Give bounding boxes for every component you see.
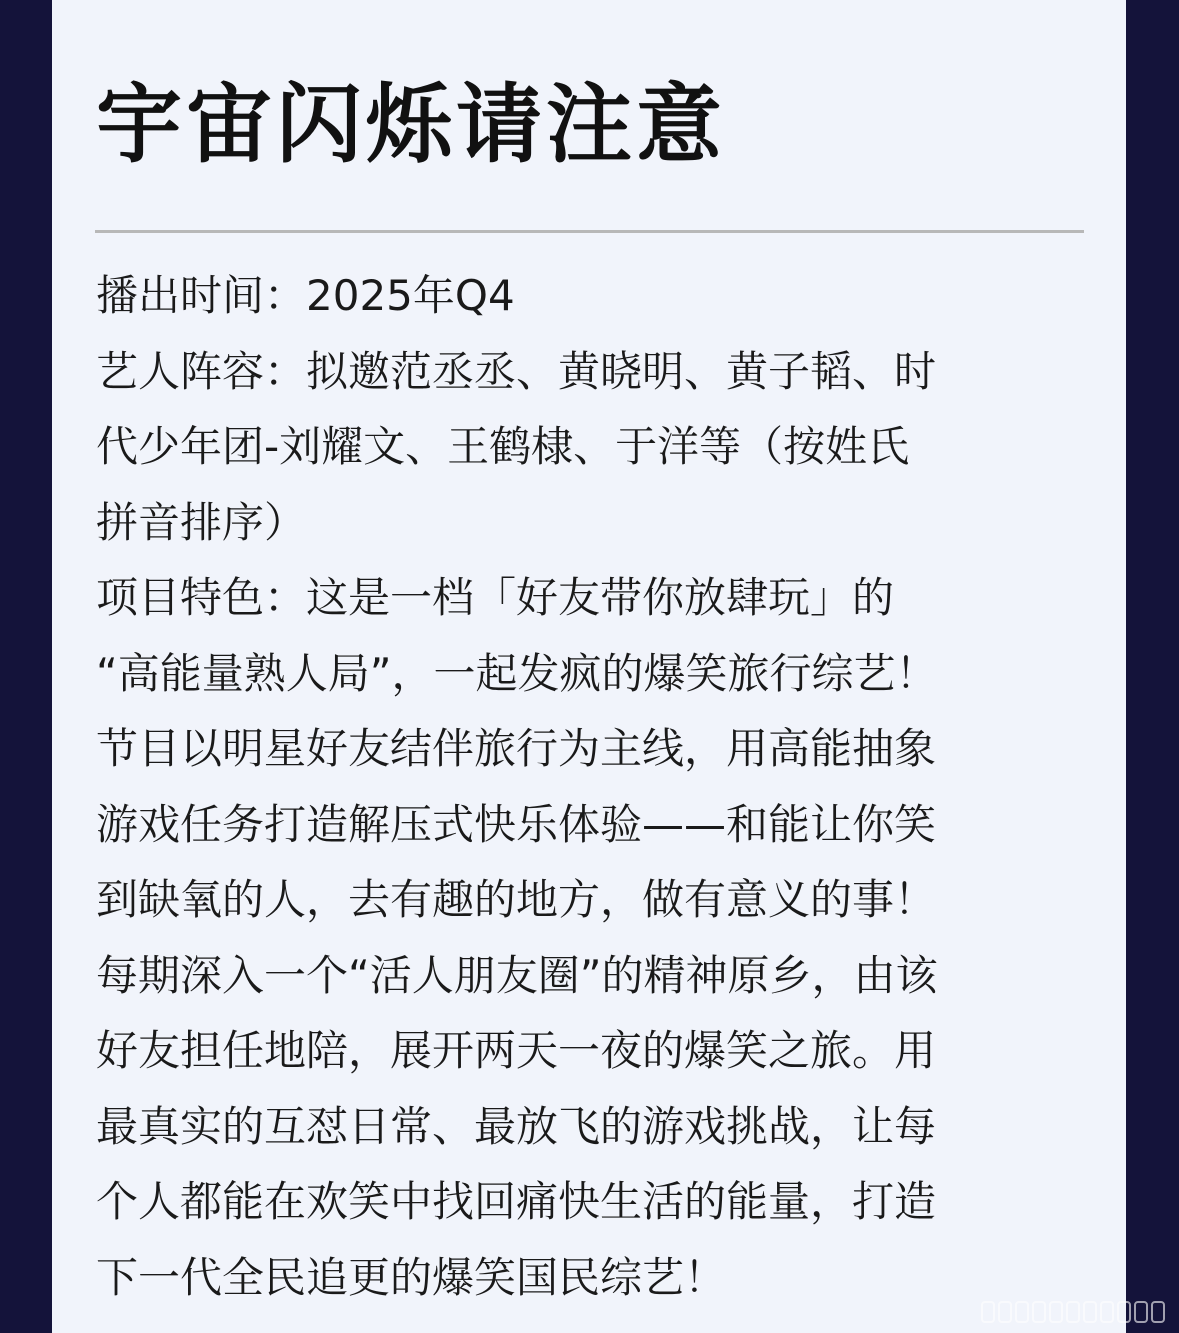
watermark-glyph (1100, 1301, 1114, 1323)
watermark-glyph (1015, 1301, 1029, 1323)
text-line: 节目以明星好友结伴旅行为主线，用高能抽象 (96, 724, 937, 773)
watermark-glyph (1066, 1301, 1080, 1323)
text-line: 每期深入一个“活人朋友圈”的精神原乡，由该 (96, 950, 938, 1000)
watermark-glyph (1049, 1301, 1063, 1323)
text-line: 项目特色：这是一档「好友带你放肆玩」的 (96, 573, 895, 622)
watermark-glyph (1083, 1301, 1097, 1323)
text-line: 到缺氧的人，去有趣的地方，做有意义的事！ (96, 875, 937, 924)
watermark-glyph (1134, 1301, 1148, 1323)
text-line: 播出时间：2025年Q4 (96, 271, 515, 320)
watermark (981, 1301, 1165, 1323)
watermark-glyph (998, 1301, 1012, 1323)
text-line: 游戏任务打造解压式快乐体验——和能让你笑 (96, 799, 937, 849)
divider (95, 230, 1084, 233)
text-line: 代少年团-刘耀文、王鹤棣、于洋等（按姓氏 (96, 422, 910, 471)
document-body (96, 258, 1086, 1315)
text-line: 个人都能在欢笑中找回痛快生活的能量，打造 (96, 1177, 937, 1226)
text-line: 拼音排序） (96, 497, 307, 547)
document-card (52, 0, 1126, 1333)
text-line: 最真实的互怼日常、最放飞的游戏挑战，让每 (96, 1101, 937, 1151)
text-line: “高能量熟人局”，一起发疯的爆笑旅行综艺！ (96, 648, 938, 698)
watermark-glyph (1032, 1301, 1046, 1323)
watermark-glyph (1151, 1301, 1165, 1323)
page-title: 宇宙闪烁请注意 (96, 75, 726, 175)
watermark-glyph (1117, 1301, 1131, 1323)
text-line: 好友担任地陪，展开两天一夜的爆笑之旅。用 (96, 1026, 937, 1075)
text-line: 下一代全民追更的爆笑国民综艺！ (96, 1252, 727, 1302)
text-line: 艺人阵容：拟邀范丞丞、黄晓明、黄子韬、时 (96, 346, 937, 396)
watermark-glyph (981, 1301, 995, 1323)
